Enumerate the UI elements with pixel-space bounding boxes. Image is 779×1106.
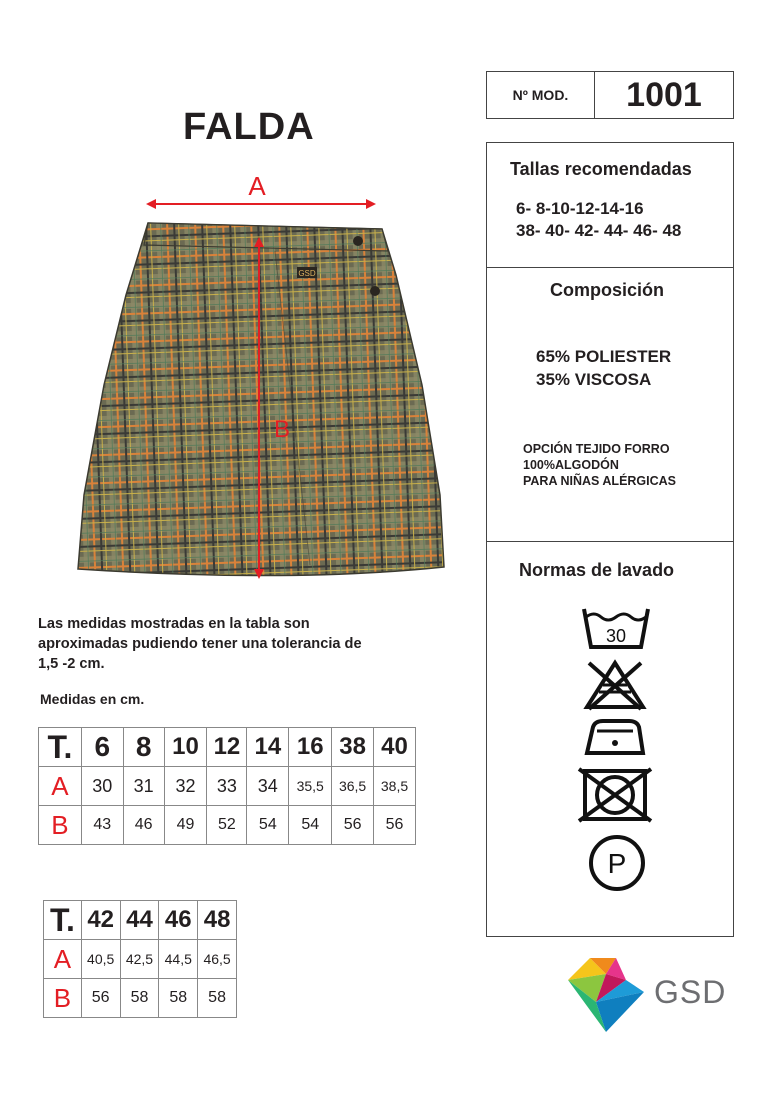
gsd-logo bbox=[566, 958, 726, 1034]
value-cell: 56 bbox=[332, 806, 374, 845]
note-line: aproximadas pudiendo tener una tolerancia de bbox=[38, 636, 362, 652]
svg-text:30: 30 bbox=[605, 626, 627, 646]
value-cell: 46,5 bbox=[198, 940, 237, 979]
units-label: Medidas en cm. bbox=[40, 691, 145, 707]
washing-heading: Normas de lavado bbox=[519, 560, 675, 580]
note-line: Las medidas mostradas en la tabla son bbox=[38, 616, 310, 632]
value-cell: 58 bbox=[159, 979, 198, 1018]
size-header: T. bbox=[44, 901, 82, 940]
lining-line-1: OPCIÓN TEJIDO FORRO bbox=[523, 442, 670, 456]
measure-b-row bbox=[39, 806, 416, 845]
skirt-shape bbox=[78, 223, 444, 576]
dry-clean-p-icon bbox=[587, 833, 647, 893]
value-cell: 56 bbox=[81, 979, 120, 1018]
size-cell: 8 bbox=[123, 728, 164, 767]
value-cell: 36,5 bbox=[332, 767, 374, 806]
value-cell: 49 bbox=[164, 806, 207, 845]
value-cell: 52 bbox=[207, 806, 247, 845]
model-label: Nº MOD. bbox=[487, 72, 595, 118]
wash-30-icon bbox=[581, 605, 651, 651]
value-cell: 43 bbox=[81, 806, 123, 845]
measure-a-row bbox=[44, 940, 237, 979]
button-icon bbox=[370, 286, 380, 296]
value-cell: 44,5 bbox=[159, 940, 198, 979]
info-panel bbox=[486, 142, 734, 937]
divider bbox=[487, 541, 733, 542]
measure-a-row bbox=[39, 767, 416, 806]
composition-heading: Composición bbox=[550, 280, 665, 300]
value-cell: 42,5 bbox=[120, 940, 159, 979]
button-icon bbox=[353, 236, 363, 246]
note-line: 1,5 -2 cm. bbox=[38, 656, 105, 672]
no-tumble-dry-icon bbox=[577, 767, 653, 823]
composition-line-2: 35% VISCOSA bbox=[536, 370, 652, 389]
iron-icon bbox=[583, 717, 647, 757]
label-a: A bbox=[248, 171, 266, 201]
tolerance-note bbox=[38, 614, 458, 674]
size-cell: 46 bbox=[159, 901, 198, 940]
size-cell: 42 bbox=[81, 901, 120, 940]
size-cell: 10 bbox=[164, 728, 207, 767]
row-label-b: B bbox=[44, 979, 82, 1018]
size-header: T. bbox=[39, 728, 82, 767]
value-cell: 30 bbox=[81, 767, 123, 806]
measure-b-row bbox=[44, 979, 237, 1018]
skirt-figure bbox=[70, 165, 470, 585]
label-b: B bbox=[273, 416, 291, 443]
lining-line-2: 100%ALGODÓN bbox=[523, 458, 619, 472]
value-cell: 58 bbox=[120, 979, 159, 1018]
no-bleach-icon bbox=[583, 659, 647, 711]
value-cell: 56 bbox=[374, 806, 416, 845]
skirt-badge: GSD bbox=[298, 269, 316, 278]
value-cell: 46 bbox=[123, 806, 164, 845]
value-cell: 35,5 bbox=[289, 767, 332, 806]
size-cell: 12 bbox=[207, 728, 247, 767]
size-row bbox=[39, 728, 416, 767]
value-cell: 54 bbox=[289, 806, 332, 845]
row-label-a: A bbox=[44, 940, 82, 979]
model-number-box bbox=[486, 71, 734, 119]
logo-text: GSD bbox=[654, 974, 726, 1010]
size-row bbox=[44, 901, 237, 940]
value-cell: 33 bbox=[207, 767, 247, 806]
value-cell: 34 bbox=[247, 767, 289, 806]
lining-line-3: PARA NIÑAS ALÉRGICAS bbox=[523, 474, 677, 488]
measurements-table-1 bbox=[38, 727, 416, 845]
sizes-line-1: 6- 8-10-12-14-16 bbox=[516, 199, 644, 218]
value-cell: 40,5 bbox=[81, 940, 120, 979]
value-cell: 54 bbox=[247, 806, 289, 845]
sizes-heading: Tallas recomendadas bbox=[510, 159, 692, 179]
size-cell: 38 bbox=[332, 728, 374, 767]
size-cell: 14 bbox=[247, 728, 289, 767]
size-cell: 48 bbox=[198, 901, 237, 940]
size-cell: 6 bbox=[81, 728, 123, 767]
divider bbox=[487, 267, 733, 268]
sizes-line-2: 38- 40- 42- 44- 46- 48 bbox=[516, 221, 682, 240]
value-cell: 38,5 bbox=[374, 767, 416, 806]
size-cell: 40 bbox=[374, 728, 416, 767]
value-cell: 32 bbox=[164, 767, 207, 806]
size-cell: 44 bbox=[120, 901, 159, 940]
row-label-b: B bbox=[39, 806, 82, 845]
value-cell: 58 bbox=[198, 979, 237, 1018]
measurements-table-2 bbox=[43, 900, 237, 1018]
value-cell: 31 bbox=[123, 767, 164, 806]
size-cell: 16 bbox=[289, 728, 332, 767]
svg-text:P: P bbox=[607, 848, 627, 879]
composition-line-1: 65% POLIESTER bbox=[536, 347, 672, 366]
model-number: 1001 bbox=[626, 75, 702, 114]
row-label-a: A bbox=[39, 767, 82, 806]
page-title: FALDA bbox=[183, 106, 315, 148]
